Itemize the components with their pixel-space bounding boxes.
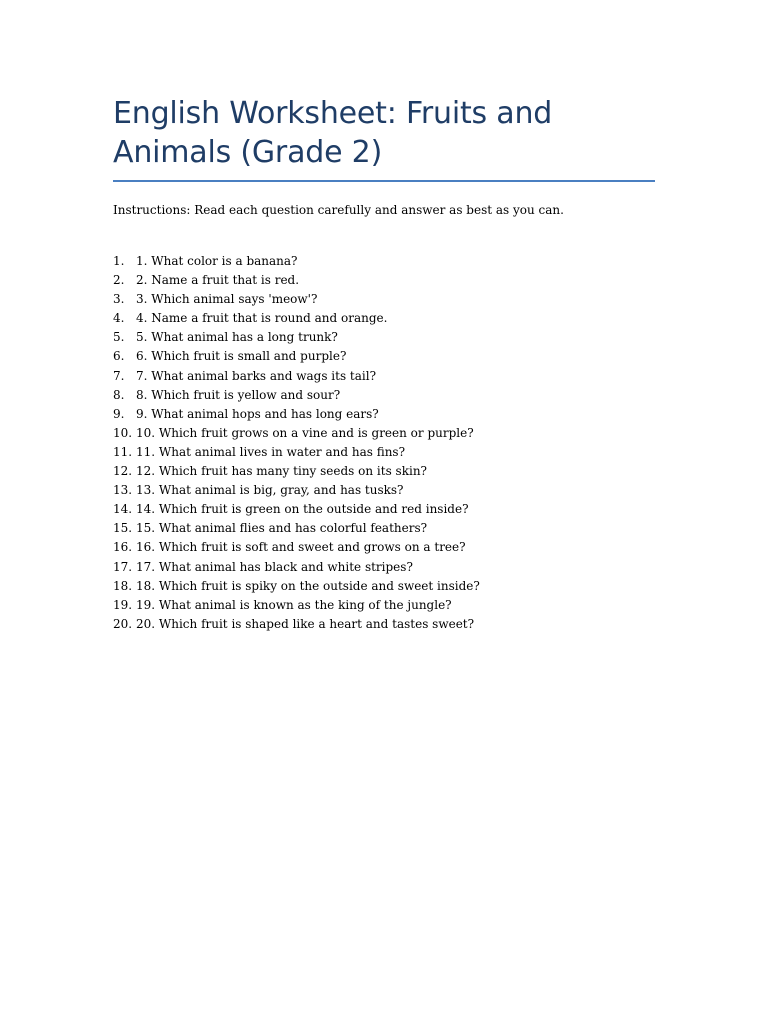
question-number: 5. bbox=[113, 330, 125, 345]
question-number: 20. bbox=[113, 616, 133, 631]
question-item bbox=[113, 462, 480, 481]
question-text: 8. Which fruit is yellow and sour? bbox=[136, 387, 341, 402]
question-item bbox=[113, 577, 480, 596]
question-number: 2. bbox=[113, 273, 125, 288]
title-divider bbox=[113, 180, 655, 182]
question-text: 19. What animal is known as the king of the jungle? bbox=[136, 597, 452, 612]
question-number: 7. bbox=[113, 368, 125, 383]
question-list bbox=[113, 252, 480, 634]
question-text: 3. Which animal says 'meow'? bbox=[136, 292, 318, 307]
question-number: 13. bbox=[113, 483, 133, 498]
question-item bbox=[113, 386, 480, 405]
question-number: 17. bbox=[113, 559, 133, 574]
question-number: 1. bbox=[113, 254, 125, 268]
question-item bbox=[113, 328, 480, 347]
question-text: 15. What animal flies and has colorful feathers? bbox=[136, 521, 428, 536]
question-item bbox=[113, 290, 480, 309]
question-number: 16. bbox=[113, 540, 133, 555]
question-text: 4. Name a fruit that is round and orange. bbox=[136, 311, 388, 326]
question-number: 9. bbox=[113, 406, 125, 421]
instructions-text: Instructions: Read each question carefully and answer as best as you can. bbox=[113, 203, 564, 217]
question-number: 10. bbox=[113, 425, 133, 440]
question-text: 14. Which fruit is green on the outside and red inside? bbox=[136, 502, 469, 517]
question-item bbox=[113, 367, 480, 386]
question-text: 11. What animal lives in water and has fins? bbox=[136, 444, 406, 459]
question-number: 3. bbox=[113, 292, 125, 307]
question-text: 7. What animal barks and wags its tail? bbox=[136, 368, 377, 383]
page-title: English Worksheet: Fruits and Animals (Grade 2) bbox=[113, 96, 553, 170]
question-number: 11. bbox=[113, 444, 133, 459]
question-text: 1. What color is a banana? bbox=[136, 254, 298, 268]
question-item bbox=[113, 443, 480, 462]
question-text: 18. Which fruit is spiky on the outside and sweet inside? bbox=[136, 578, 480, 593]
question-number: 15. bbox=[113, 521, 133, 536]
question-text: 17. What animal has black and white stripes? bbox=[136, 559, 413, 574]
question-text: 16. Which fruit is soft and sweet and grows on a tree? bbox=[136, 540, 466, 555]
question-item bbox=[113, 558, 480, 577]
question-text: 13. What animal is big, gray, and has tusks? bbox=[136, 483, 404, 498]
question-number: 19. bbox=[113, 597, 133, 612]
question-text: 12. Which fruit has many tiny seeds on its skin? bbox=[136, 464, 427, 479]
question-number: 8. bbox=[113, 387, 125, 402]
question-item bbox=[113, 519, 480, 538]
question-item bbox=[113, 424, 480, 443]
question-item bbox=[113, 481, 480, 500]
question-item bbox=[113, 252, 480, 271]
question-number: 14. bbox=[113, 502, 133, 517]
question-text: 2. Name a fruit that is red. bbox=[136, 273, 300, 288]
question-item bbox=[113, 615, 480, 634]
question-number: 12. bbox=[113, 464, 133, 479]
question-item bbox=[113, 500, 480, 519]
question-item bbox=[113, 538, 480, 557]
question-number: 18. bbox=[113, 578, 133, 593]
question-item bbox=[113, 347, 480, 366]
question-number: 6. bbox=[113, 349, 125, 364]
question-text: 5. What animal has a long trunk? bbox=[136, 330, 338, 345]
question-item bbox=[113, 596, 480, 615]
question-item bbox=[113, 405, 480, 424]
question-text: 10. Which fruit grows on a vine and is green or purple? bbox=[136, 425, 474, 440]
question-text: 6. Which fruit is small and purple? bbox=[136, 349, 347, 364]
question-item bbox=[113, 309, 480, 328]
question-item bbox=[113, 271, 480, 290]
question-number: 4. bbox=[113, 311, 125, 326]
question-text: 20. Which fruit is shaped like a heart and tastes sweet? bbox=[136, 616, 475, 631]
question-text: 9. What animal hops and has long ears? bbox=[136, 406, 379, 421]
